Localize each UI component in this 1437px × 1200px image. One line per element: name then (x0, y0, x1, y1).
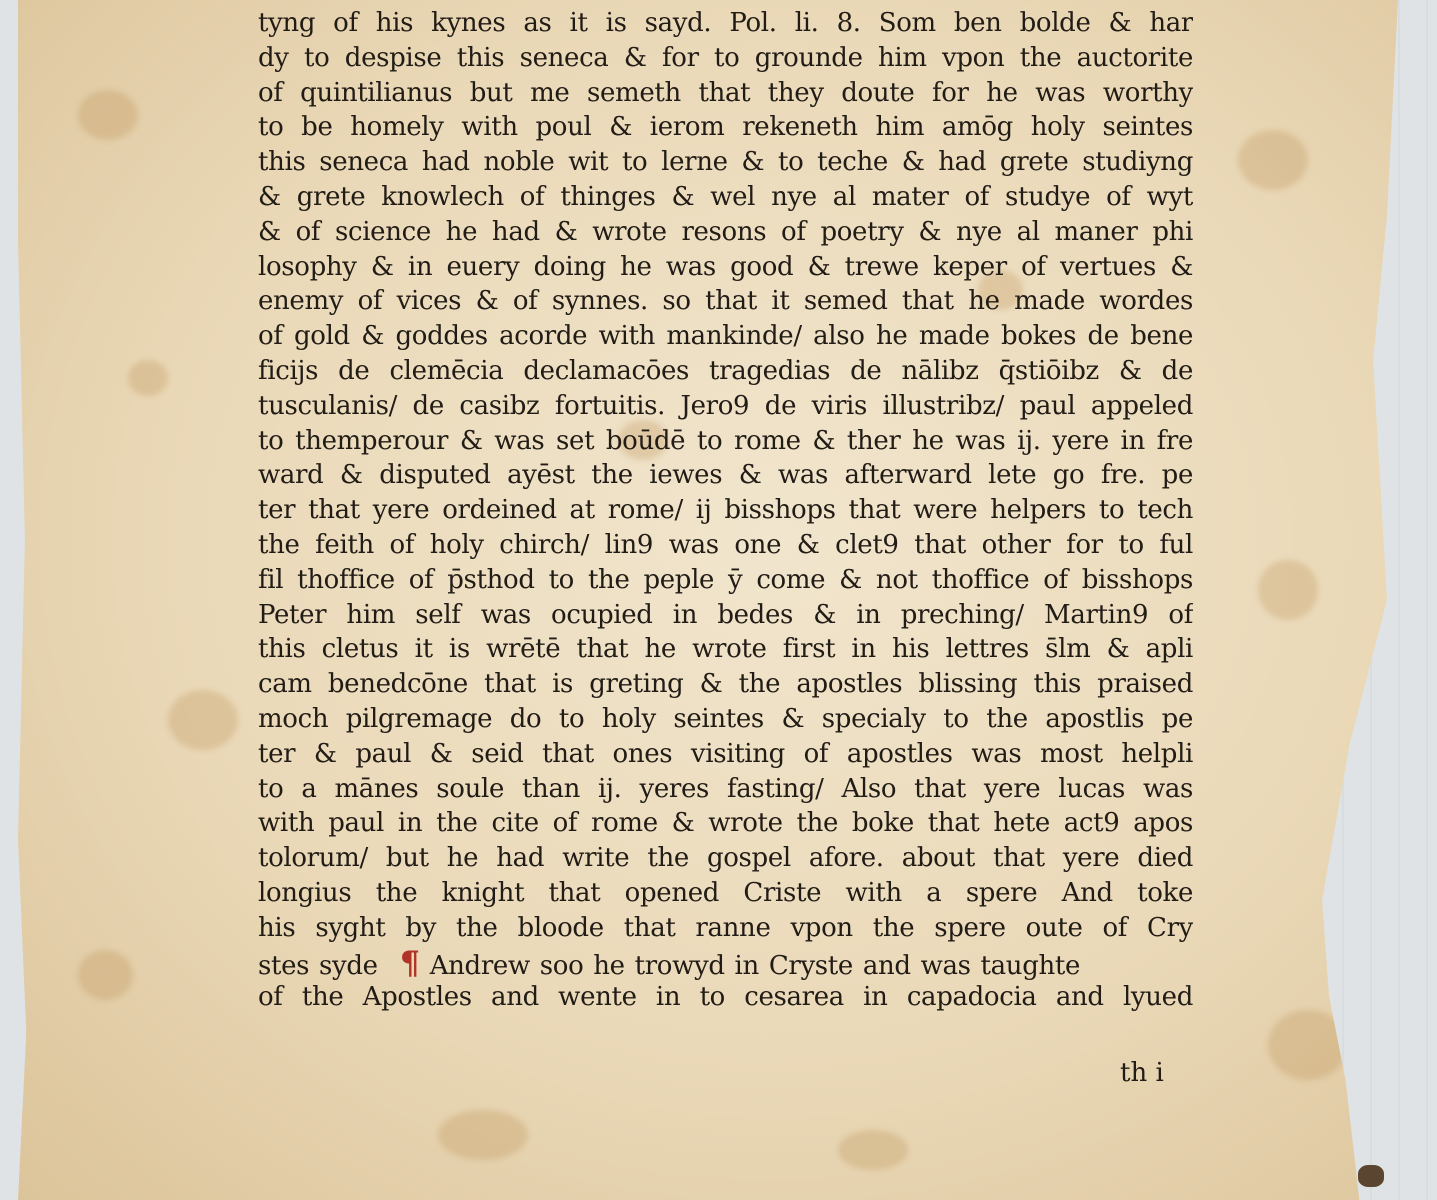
catchword: th i (1120, 1058, 1164, 1088)
text-line: of quintilianus but me semeth that they doute for he was worthy (258, 77, 1193, 108)
red-paragraph-mark: ¶ (399, 945, 420, 981)
corner-damage-spot (1358, 1165, 1384, 1187)
text-line: dy to despise this seneca & for to grounde him vpon the auctorite (258, 42, 1193, 73)
text-line: & grete knowlech of thinges & wel nye al mater of studye of wyt (258, 181, 1193, 212)
foxing-stain (168, 690, 238, 750)
text-line: with paul in the cite of rome & wrote the boke that hete act9 apos (258, 808, 1193, 839)
text-line: tusculanis/ de casibz fortuitis. Jero9 de viris illustribz/ paul appeled (258, 390, 1193, 421)
foxing-stain (1238, 130, 1308, 190)
text-line: of the Apostles and wente in to cesarea in capadocia and lyued (258, 982, 1193, 1013)
foxing-stain (78, 950, 133, 1000)
text-line: his syght by the bloode that ranne vpon the spere oute of Cry (258, 912, 1193, 943)
text-line: ficijs de clemēcia declamacōes tragedias de nālibz q̄stiōibz & de (258, 355, 1193, 386)
text-line: tolorum/ but he had write the gospel afore. about that yere died (258, 843, 1193, 874)
text-line: Peter him self was ocupied in bedes & in preching/ Martin9 of (258, 599, 1193, 630)
text-line: Andrew soo he trowyd in Cryste and was taughte (429, 950, 1081, 981)
text-line: ward & disputed ayēst the iewes & was afterward lete go fre. pe (258, 460, 1193, 491)
foxing-stain (78, 90, 138, 140)
text-line: enemy of vices & of synnes. so that it semed that he made wordes (258, 286, 1193, 317)
text-line: ter that yere ordeined at rome/ ij bisshops that were helpers to tech (258, 495, 1193, 526)
text-line: cam benedcōne that is greting & the apostles blissing this praised (258, 669, 1193, 700)
foxing-stain (438, 1110, 528, 1160)
text-line: stes syde (258, 950, 378, 981)
text-line: to a mānes soule than ij. yeres fasting/ Also that yere lucas was (258, 773, 1193, 804)
text-line: losophy & in euery doing he was good & trewe keper of vertues & (258, 251, 1193, 282)
text-line: of gold & goddes acorde with mankinde/ also he made bokes de bene (258, 321, 1193, 352)
text-line: longius the knight that opened Criste with a spere And toke (258, 877, 1193, 908)
text-line: to themperour & was set boūdē to rome & ther he was ij. yere in fre (258, 425, 1193, 456)
text-line: ter & paul & seid that ones visiting of apostles was most helpli (258, 738, 1193, 769)
text-line: fil thoffice of p̄sthod to the peple ȳ come & not thoffice of bisshops (258, 564, 1193, 595)
text-line: this cletus it is wrētē that he wrote first in his lettres s̄lm & apli (258, 634, 1193, 665)
blackletter-text-column (258, 6, 1193, 1096)
text-line: & of science he had & wrote resons of poetry & nye al maner phi (258, 216, 1193, 247)
text-line: this seneca had noble wit to lerne & to teche & had grete studiyng (258, 147, 1193, 178)
text-line: moch pilgremage do to holy seintes & specialy to the apostlis pe (258, 703, 1193, 734)
foxing-stain (838, 1130, 908, 1170)
text-line: the feith of holy chirch/ lin9 was one & clet9 that other for to ful (258, 529, 1193, 560)
text-line: tyng of his kynes as it is sayd. Pol. li. 8. Som ben bolde & har (258, 8, 1193, 38)
text-line-with-rubric (258, 946, 1193, 981)
foxing-stain (1258, 560, 1318, 620)
text-line: to be homely with poul & ierom rekeneth him amōg holy seintes (258, 112, 1193, 143)
foxing-stain (128, 360, 168, 396)
